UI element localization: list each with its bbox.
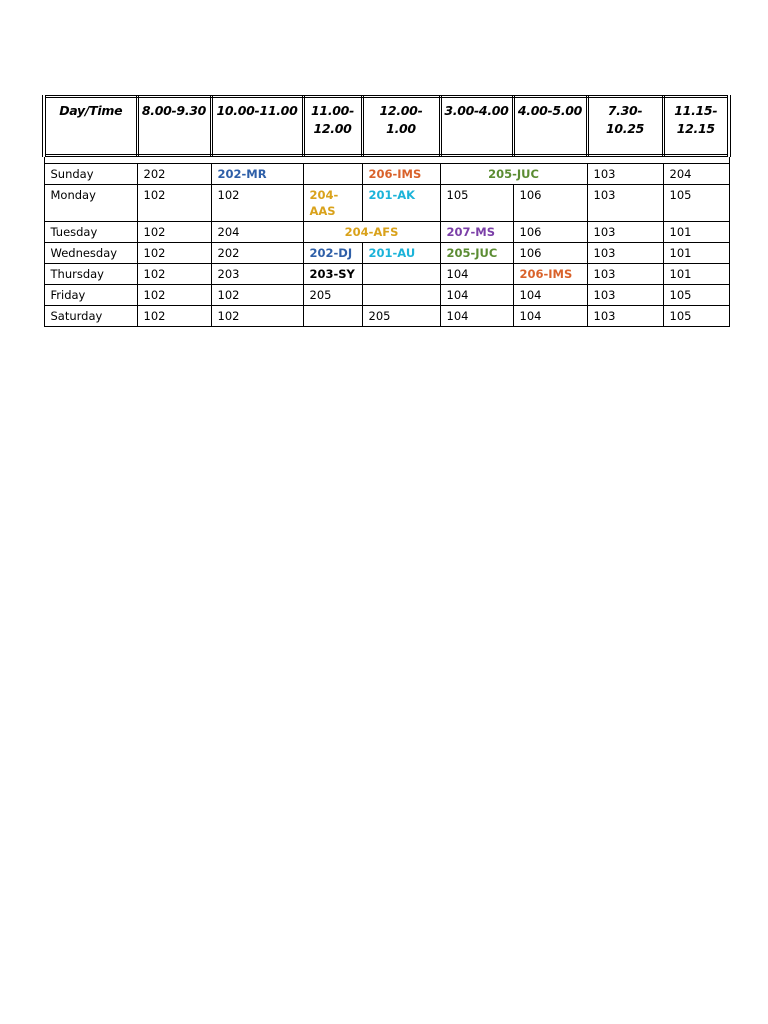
table-row — [44, 185, 729, 222]
slot-text: 104 — [446, 267, 469, 281]
day-cell: Thursday — [44, 264, 137, 285]
slot-cell — [303, 306, 362, 327]
slot-cell — [513, 243, 587, 264]
slot-text-line: 204- — [309, 188, 339, 202]
header-cell-text: 1.00 — [386, 121, 416, 136]
header-cell — [44, 97, 137, 156]
slot-text: 203-SY — [309, 267, 355, 281]
slot-text: 101 — [669, 225, 692, 239]
slot-text: 103 — [593, 246, 616, 260]
slot-cell — [211, 222, 303, 243]
day-cell: Wednesday — [44, 243, 137, 264]
slot-text: 102 — [143, 309, 166, 323]
header-cell — [362, 97, 440, 156]
slot-cell — [587, 306, 663, 327]
slot-text: 102 — [217, 309, 240, 323]
table-row — [44, 306, 729, 327]
header-cell — [211, 97, 303, 156]
slot-cell — [440, 164, 587, 185]
slot-text: 205-JUC — [446, 246, 498, 260]
slot-text: 202-MR — [217, 167, 267, 181]
slot-text: 105 — [669, 188, 692, 202]
slot-cell — [362, 164, 440, 185]
slot-text: 105 — [669, 288, 692, 302]
header-cell-text: 3.00-4.00 — [444, 103, 509, 118]
slot-text: 206-IMS — [519, 267, 573, 281]
slot-cell — [440, 243, 513, 264]
slot-cell — [303, 164, 362, 185]
slot-cell — [587, 285, 663, 306]
slot-text: 104 — [446, 309, 469, 323]
slot-text: 102 — [217, 188, 240, 202]
header-cell-text: 8.00-9.30 — [141, 103, 207, 118]
header-cell-text: 4.00-5.00 — [517, 103, 583, 118]
slot-text: 202 — [143, 167, 166, 181]
header-cell-text: 12.15 — [676, 121, 715, 136]
slot-cell — [440, 264, 513, 285]
header-cell — [513, 97, 587, 156]
slot-text: 101 — [669, 267, 692, 281]
slot-cell — [663, 222, 729, 243]
header-cell — [587, 97, 663, 156]
slot-cell — [440, 306, 513, 327]
day-cell: Sunday — [44, 164, 137, 185]
slot-cell — [137, 222, 211, 243]
slot-cell — [440, 285, 513, 306]
slot-cell — [587, 264, 663, 285]
timetable-body — [44, 156, 729, 327]
slot-text: 103 — [593, 188, 616, 202]
slot-cell — [663, 164, 729, 185]
header-cell-text: Day/Time — [59, 103, 123, 118]
table-row — [44, 164, 729, 185]
slot-cell — [587, 243, 663, 264]
table-row — [44, 264, 729, 285]
slot-cell — [440, 185, 513, 222]
slot-cell — [513, 222, 587, 243]
slot-cell — [211, 243, 303, 264]
header-cell-text: 11.00- — [311, 103, 354, 118]
slot-text: 106 — [519, 188, 542, 202]
slot-cell — [362, 185, 440, 222]
header-cell — [663, 97, 729, 156]
slot-text: 106 — [519, 246, 542, 260]
slot-cell — [362, 243, 440, 264]
slot-cell — [587, 164, 663, 185]
slot-cell — [137, 306, 211, 327]
slot-text-line: AAS — [309, 204, 336, 218]
slot-text: 202-DJ — [309, 246, 353, 260]
slot-text: 204 — [217, 225, 240, 239]
header-cell-text: 12.00 — [313, 121, 352, 136]
slot-text: 101 — [669, 246, 692, 260]
slot-text: 106 — [519, 225, 542, 239]
slot-text: 105 — [669, 309, 692, 323]
slot-cell — [211, 285, 303, 306]
slot-cell — [663, 264, 729, 285]
slot-cell — [587, 222, 663, 243]
slot-cell — [513, 285, 587, 306]
day-cell: Tuesday — [44, 222, 137, 243]
header-row — [44, 97, 729, 156]
slot-text: 204-AFS — [344, 225, 399, 239]
day-cell: Monday — [44, 185, 137, 222]
slot-text: 207-MS — [446, 225, 496, 239]
slot-text: 205 — [368, 309, 391, 323]
header-cell-text: 10.25 — [605, 121, 645, 136]
slot-cell — [362, 306, 440, 327]
header-cell — [303, 97, 362, 156]
slot-text: 102 — [217, 288, 240, 302]
slot-cell — [513, 185, 587, 222]
slot-text: 104 — [519, 309, 542, 323]
slot-text: 103 — [593, 267, 616, 281]
slot-cell — [663, 306, 729, 327]
slot-text: 102 — [143, 225, 166, 239]
slot-text: 104 — [446, 288, 469, 302]
slot-text: 102 — [143, 288, 166, 302]
slot-cell — [137, 164, 211, 185]
slot-text: 205-JUC — [488, 167, 539, 181]
slot-cell — [440, 222, 513, 243]
slot-cell — [303, 243, 362, 264]
header-spacer — [44, 156, 729, 164]
slot-cell — [137, 264, 211, 285]
slot-cell — [362, 264, 440, 285]
slot-text: 102 — [143, 246, 166, 260]
slot-text: 105 — [446, 188, 469, 202]
slot-cell — [211, 164, 303, 185]
slot-cell — [663, 185, 729, 222]
day-cell: Saturday — [44, 306, 137, 327]
slot-cell — [137, 185, 211, 222]
slot-text: 103 — [593, 288, 616, 302]
header-cell-text: 7.30- — [607, 103, 643, 118]
timetable-header — [44, 97, 729, 156]
slot-text: 103 — [593, 225, 616, 239]
slot-text: 203 — [217, 267, 240, 281]
slot-text: 201-AK — [368, 188, 416, 202]
slot-cell — [303, 222, 440, 243]
slot-cell — [513, 264, 587, 285]
table-row — [44, 285, 729, 306]
slot-cell — [513, 306, 587, 327]
slot-cell — [663, 243, 729, 264]
header-cell-text: 12.00- — [379, 103, 423, 118]
slot-cell — [587, 185, 663, 222]
slot-text: 205 — [309, 288, 332, 302]
slot-cell — [303, 185, 362, 222]
slot-text: 104 — [519, 288, 542, 302]
slot-text: 103 — [593, 309, 616, 323]
day-cell: Friday — [44, 285, 137, 306]
slot-cell — [362, 285, 440, 306]
header-cell-text: 11.15- — [674, 103, 718, 118]
slot-cell — [303, 264, 362, 285]
slot-text: 204 — [669, 167, 692, 181]
header-cell — [137, 97, 211, 156]
header-cell — [440, 97, 513, 156]
slot-cell — [211, 306, 303, 327]
slot-cell — [137, 243, 211, 264]
slot-text: 201-AU — [368, 246, 416, 260]
slot-cell — [663, 285, 729, 306]
timetable — [42, 95, 731, 327]
slot-cell — [211, 264, 303, 285]
slot-text: 202 — [217, 246, 240, 260]
slot-text: 206-IMS — [368, 167, 422, 181]
slot-cell — [211, 185, 303, 222]
table-row — [44, 222, 729, 243]
slot-text: 103 — [593, 167, 616, 181]
table-row — [44, 243, 729, 264]
slot-text: 102 — [143, 188, 166, 202]
header-cell-text: 10.00-11.00 — [216, 103, 298, 118]
slot-text: 102 — [143, 267, 166, 281]
slot-cell — [303, 285, 362, 306]
slot-cell — [137, 285, 211, 306]
